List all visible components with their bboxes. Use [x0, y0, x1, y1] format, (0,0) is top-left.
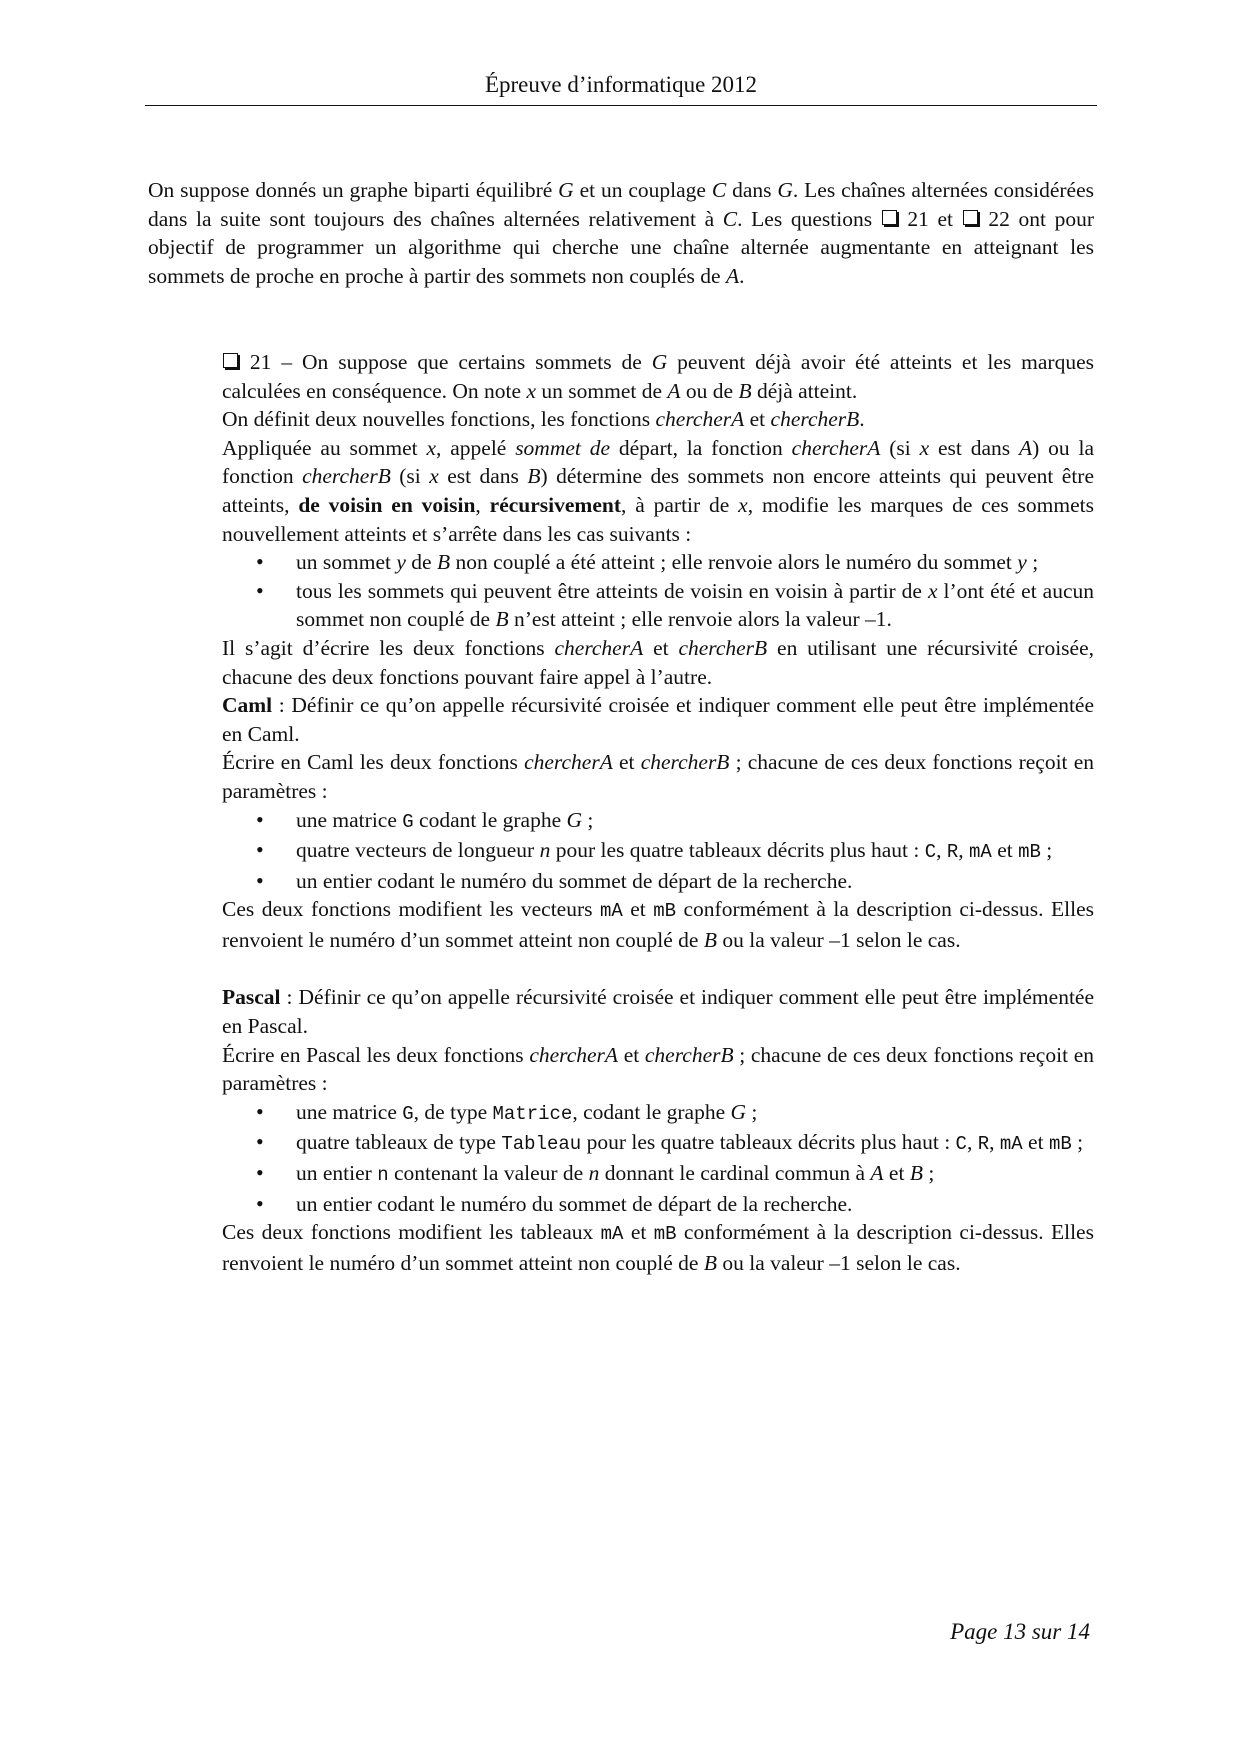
list-item: • une matrice G codant le graphe G ;	[296, 806, 1094, 837]
question-box-icon	[223, 353, 238, 368]
caml-parameters-list	[222, 806, 1094, 896]
question-statement: 21 – On suppose que certains sommets de G peuvent déjà avoir été atteints et les marques calculées en conséquence. On note x un sommet de A ou de B déjà atteint.	[222, 350, 1095, 403]
list-item: • quatre vecteurs de longueur n pour les quatre tableaux décrits plus haut : C, R, mA et mB ;	[296, 836, 1094, 867]
list-item: • tous les sommets qui peuvent être atteints de voisin en voisin à partir de x l’ont été et aucun sommet non couplé de B n’est atteint ; elle renvoie alors la valeur –1.	[296, 577, 1094, 634]
list-item: • quatre tableaux de type Tableau pour les quatre tableaux décrits plus haut : C, R, mA et mB ;	[296, 1128, 1094, 1159]
section-gap	[222, 954, 1094, 983]
description-paragraph: Appliquée au sommet x, appelé sommet de départ, la fonction chercherA (si x est dans A) ou la fonction chercherB (si x est dans B) détermine des sommets non encore atteints qui peuvent être atteints, de voisin en voisin, récursivement, à partir de x, modifie les marques de ces sommets nouvellement atteints et s’arrête dans les cas suivants :	[222, 435, 1095, 546]
question-21	[222, 348, 1094, 1277]
list-item: • un entier codant le numéro du sommet de départ de la recherche.	[296, 1190, 1094, 1219]
list-item: • un entier codant le numéro du sommet de départ de la recherche.	[296, 867, 1094, 896]
pascal-definition: Pascal : Définir ce qu’on appelle récursivité croisée et indiquer comment elle peut être implémentée en Pascal.	[222, 985, 1094, 1039]
definition-paragraph: On définit deux nouvelles fonctions, les fonctions chercherA et chercherB.	[222, 407, 865, 432]
page-number: Page 13 sur 14	[950, 1619, 1090, 1644]
cross-recursion-paragraph: Il s’agit d’écrire les deux fonctions chercherA et chercherB en utilisant une récursivité croisée, chacune des deux fonctions pouvant faire appel à l’autre.	[222, 635, 1094, 689]
list-item: • un sommet y de B non couplé a été atteint ; elle renvoie alors le numéro du sommet y ;	[296, 548, 1094, 577]
stop-cases-list	[222, 548, 1094, 634]
header-rule	[145, 105, 1097, 106]
list-item: • un entier n contenant la valeur de n donnant le cardinal commun à A et B ;	[296, 1159, 1094, 1190]
caml-definition: Caml : Définir ce qu’on appelle récursivité croisée et indiquer comment elle peut être implémentée en Caml.	[222, 693, 1094, 746]
caml-conclusion: Ces deux fonctions modifient les vecteurs mA et mB conformément à la description ci-dessus. Elles renvoient le numéro d’un sommet atteint non couplé de B ou la valeur –1 selon le cas.	[222, 897, 1094, 952]
pascal-conclusion: Ces deux fonctions modifient les tableaux mA et mB conformément à la description ci-dessus. Elles renvoient le numéro d’un sommet atteint non couplé de B ou la valeur –1 selon le cas.	[222, 1220, 1094, 1275]
pascal-instructions: Écrire en Pascal les deux fonctions chercherA et chercherB ; chacune de ces deux fonctions reçoit en paramètres :	[222, 1042, 1094, 1096]
caml-instructions: Écrire en Caml les deux fonctions chercherA et chercherB ; chacune de ces deux fonctions reçoit en paramètres :	[222, 750, 1094, 803]
page-header: Épreuve d’informatique 2012	[484, 72, 758, 97]
question-box-icon	[963, 210, 978, 225]
pascal-parameters-list	[222, 1098, 1094, 1218]
list-item: • une matrice G, de type Matrice, codant le graphe G ;	[296, 1098, 1094, 1129]
question-box-icon	[882, 210, 897, 225]
intro-paragraph: On suppose donnés un graphe biparti équilibré G et un couplage C dans G. Les chaînes alternées considérées dans la suite sont toujours des chaînes alternées relativement à C. Les questions 21 et 22 ont pour objectif de programmer un algorithme qui cherche une chaîne alternée augmentante en atteignant les sommets de proche en proche à partir des sommets non couplés de A.	[148, 178, 1095, 288]
